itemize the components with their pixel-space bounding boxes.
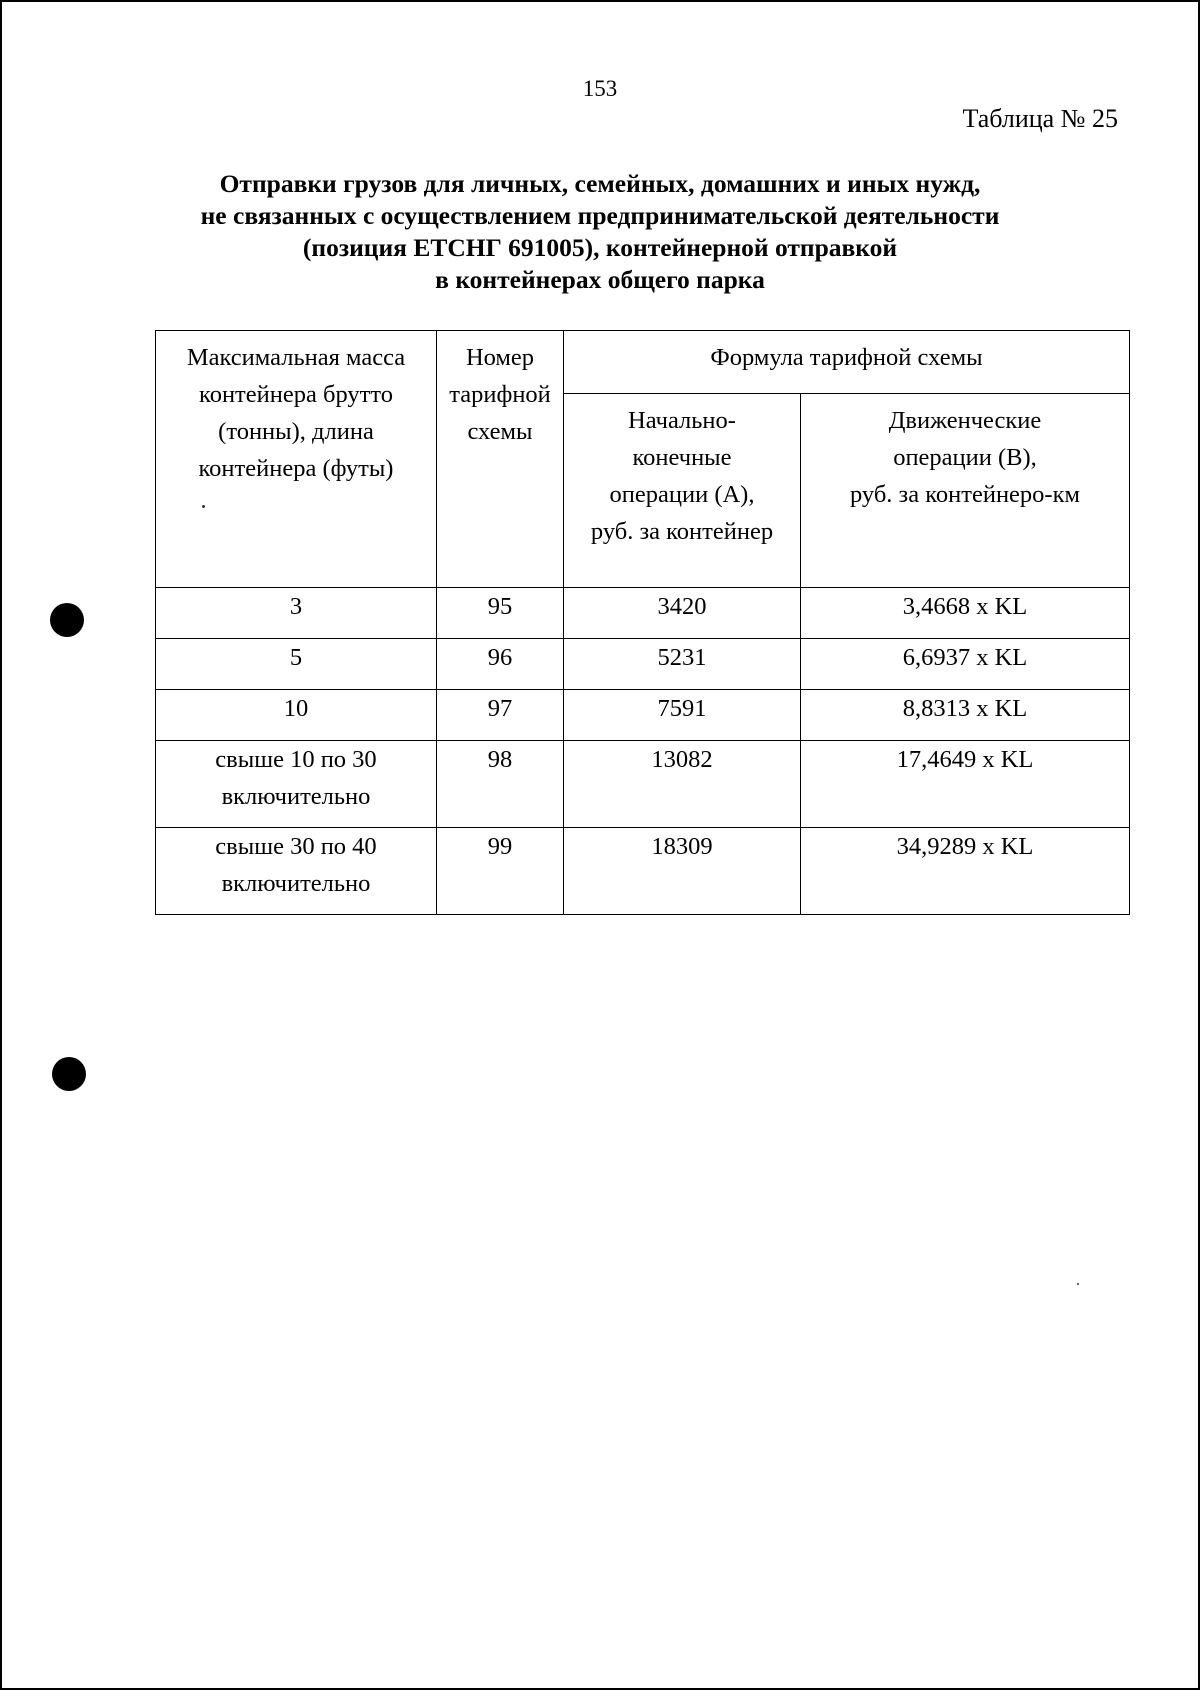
tariff-table <box>155 330 1130 915</box>
document-title <box>140 168 1060 296</box>
header-initial-final-ops: Начально- конечные операции (А), руб. за контейнер <box>564 394 801 588</box>
table-row <box>156 690 1130 741</box>
table-row <box>156 741 1130 828</box>
header-tariff-formula: Формула тарифной схемы <box>564 331 1130 394</box>
cell-scheme: 97 <box>437 690 564 741</box>
cell-scheme: 99 <box>437 828 564 915</box>
scan-speck <box>1077 1283 1079 1285</box>
cell-a: 18309 <box>564 828 801 915</box>
title-line: Отправки грузов для личных, семейных, домашних и иных нужд, <box>219 169 981 198</box>
title-line: (позиция ЕТСНГ 691005), контейнерной отправкой <box>302 233 898 262</box>
cell-mass: 10 <box>156 690 437 741</box>
cell-mass: свыше 10 по 30 включительно <box>156 741 437 828</box>
title-line: не связанных с осуществлением предпринимательской деятельности <box>200 201 1000 230</box>
cell-mass: свыше 30 по 40 включительно <box>156 828 437 915</box>
page-number: 153 <box>582 76 618 101</box>
punch-hole <box>50 603 84 637</box>
header-max-mass: Максимальная масса контейнера брутто (тонны), длина контейнера (футы) <box>156 331 437 588</box>
title-line: в контейнерах общего парка <box>435 265 765 294</box>
cell-b: 6,6937 х KL <box>801 639 1130 690</box>
table-label: Таблица № 25 <box>962 104 1118 133</box>
cell-b: 3,4668 х KL <box>801 588 1130 639</box>
cell-a: 5231 <box>564 639 801 690</box>
punch-hole <box>52 1057 86 1091</box>
scan-speck <box>202 505 205 508</box>
cell-mass: 3 <box>156 588 437 639</box>
cell-mass: 5 <box>156 639 437 690</box>
cell-b: 34,9289 х KL <box>801 828 1130 915</box>
table-row <box>156 828 1130 915</box>
cell-a: 7591 <box>564 690 801 741</box>
cell-b: 8,8313 х KL <box>801 690 1130 741</box>
cell-b: 17,4649 х KL <box>801 741 1130 828</box>
cell-a: 3420 <box>564 588 801 639</box>
header-scheme-number: Номер тарифной схемы <box>437 331 564 588</box>
header-movement-ops: Движенческие операции (В), руб. за контейнеро-км <box>801 394 1130 588</box>
cell-scheme: 95 <box>437 588 564 639</box>
cell-a: 13082 <box>564 741 801 828</box>
table-row <box>156 588 1130 639</box>
cell-scheme: 96 <box>437 639 564 690</box>
cell-scheme: 98 <box>437 741 564 828</box>
table-row <box>156 639 1130 690</box>
